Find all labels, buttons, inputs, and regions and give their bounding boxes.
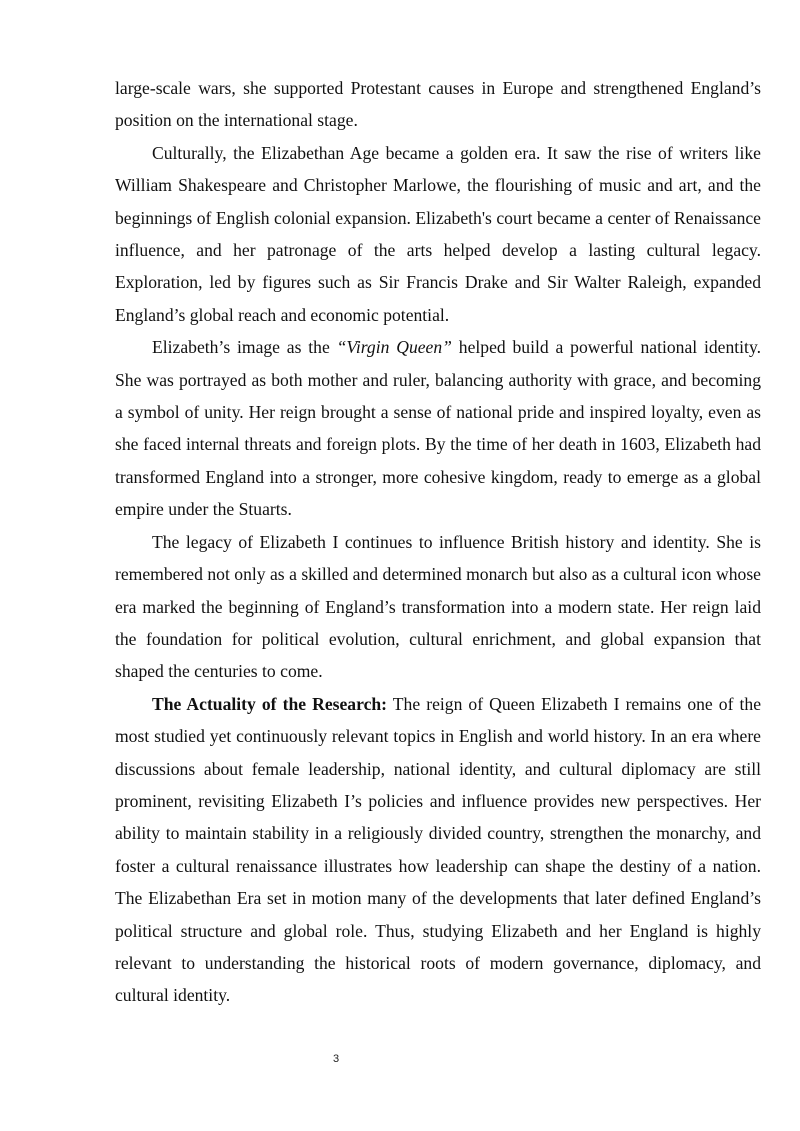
paragraph-text: Culturally, the Elizabethan Age became a golden era. It saw the rise of writers like William Shakespeare and Christopher Marlowe, the flourishing of music and art, and the beginnings of English colonial expansion. Elizabeth's court became a center of Renaissance influence, and her patronage of the arts helped develop a lasting cultural legacy. Exploration, led by figures such as Sir Francis Drake and Sir Walter Raleigh, expanded England’s global reach and economic potential. — [115, 142, 761, 325]
paragraph-continuation — [115, 72, 761, 137]
paragraph-culture — [115, 137, 761, 331]
paragraph-text: The reign of Queen Elizabeth I remains one of the most studied yet continuously relevant topics in English and world history. In an era where discussions about female leadership, national identity, and cultural diplomacy are still prominent, revisiting Elizabeth I’s policies and influence provides new perspectives. Her ability to maintain stability in a religiously divided country, strengthen the monarchy, and foster a cultural renaissance illustrates how leadership can shape the destiny of a nation. The Elizabethan Era set in motion many of the developments that later defined England’s political structure and global role. Thus, studying Elizabeth and her England is highly relevant to understanding the historical roots of modern governance, diplomacy, and cultural identity. — [115, 693, 762, 1006]
body-text — [115, 72, 761, 1012]
paragraph-text: helped build a powerful national identity. She was portrayed as both mother and ruler, balancing authority with grace, and becoming a symbol of unity. Her reign brought a sense of national pride and inspired loyalty, even as she faced internal threats and foreign plots. By the time of her death in 1603, Elizabeth had transformed England into a stronger, more cohesive kingdom, ready to emerge as a global empire under the Stuarts. — [115, 337, 761, 520]
italic-phrase: “Virgin Queen” — [336, 337, 452, 358]
section-heading: The Actuality of the Research: — [152, 693, 388, 714]
paragraph-text: large-scale wars, she supported Protestant causes in Europe and strengthened England’s position on the international stage. — [115, 78, 761, 131]
paragraph-actuality — [115, 688, 761, 1012]
page-number: 3 — [332, 1053, 340, 1065]
paragraph-virgin-queen — [115, 331, 761, 525]
paragraph-legacy — [115, 526, 761, 688]
paragraph-text: Elizabeth’s image as the — [152, 337, 337, 358]
paragraph-text: The legacy of Elizabeth I continues to influence British history and identity. She is remembered not only as a skilled and determined monarch but also as a cultural icon whose era marked the beginning of England’s transformation into a modern state. Her reign laid the foundation for political evolution, cultural enrichment, and global expansion that shaped the centuries to come. — [115, 531, 761, 682]
